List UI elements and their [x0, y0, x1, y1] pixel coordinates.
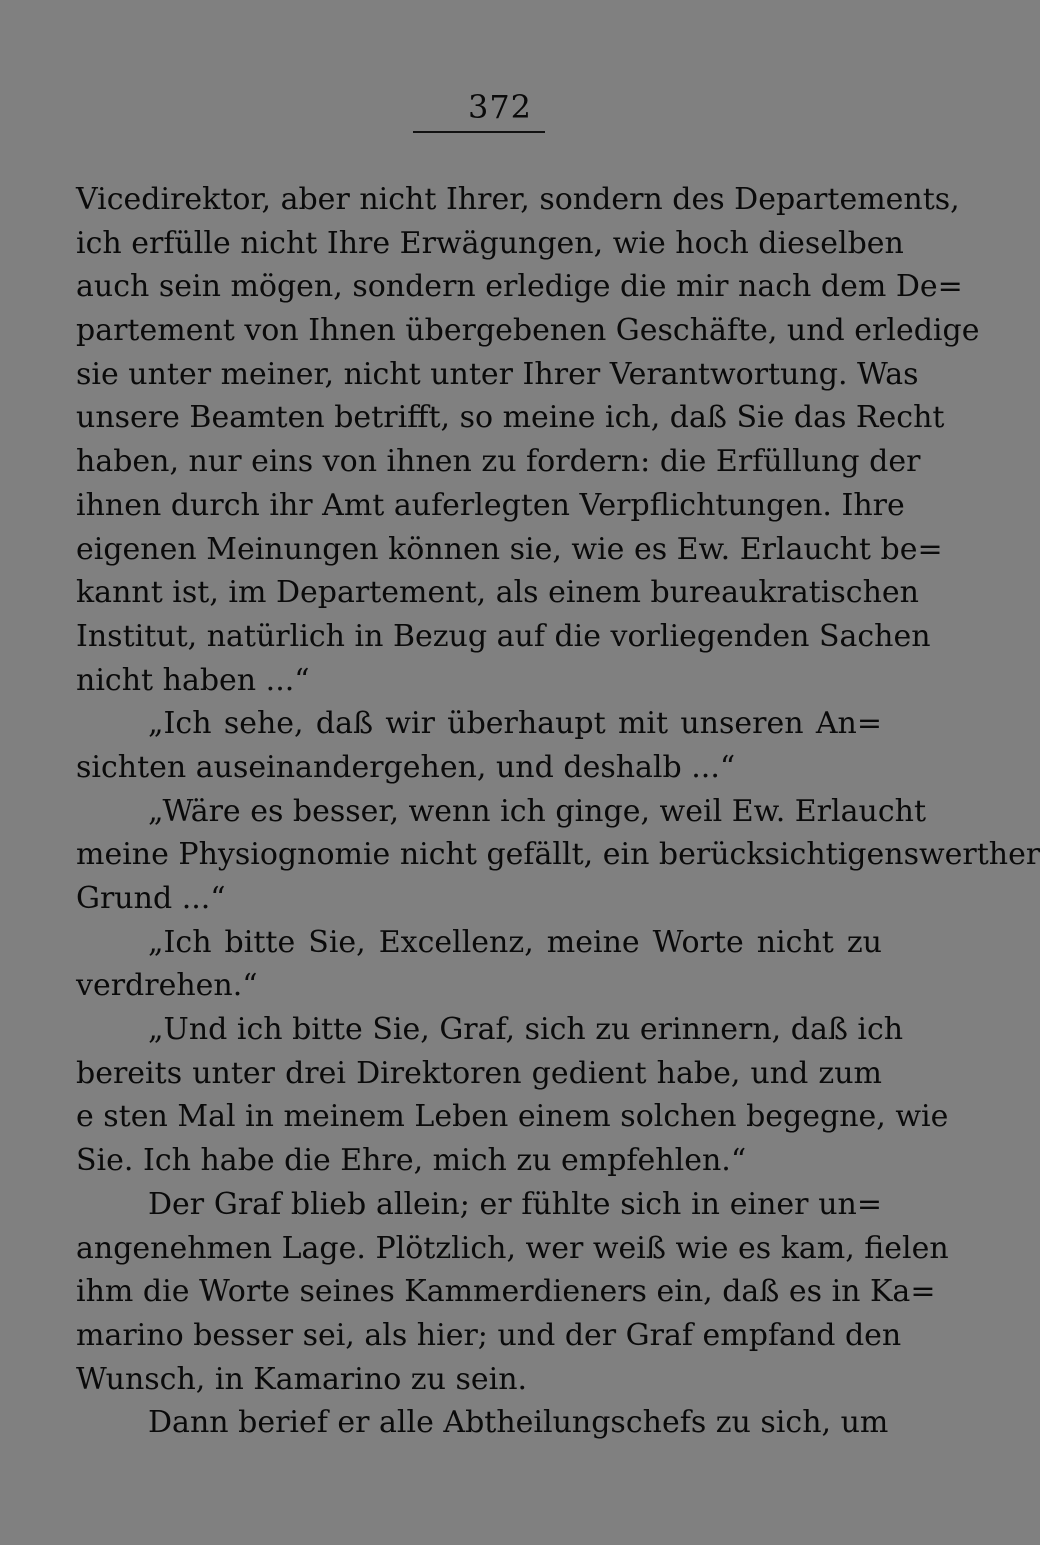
text-line: „Ich bitte Sie, Excellenz, meine Worte nicht zu — [148, 924, 882, 960]
text-line: Dann berief er alle Abtheilungschefs zu sich, um — [148, 1405, 889, 1441]
text-line: bereits unter drei Direktoren gedient habe, und zum — [76, 1055, 882, 1091]
text-line: Der Graf blieb allein; er fühlte sich in einer un= — [148, 1186, 882, 1222]
text-line: ihm die Worte seines Kammerdieners ein, daß es in Ka= — [76, 1274, 936, 1310]
text-line: marino besser sei, als hier; und der Graf empfand den — [76, 1317, 902, 1353]
body-text — [76, 178, 1040, 1445]
text-line: Grund ...“ — [76, 881, 226, 916]
text-line: sichten auseinandergehen, und deshalb ...“ — [76, 749, 736, 785]
text-line: partement von Ihnen übergebenen Geschäfte, und erledige — [76, 313, 980, 349]
text-line: eigenen Meinungen können sie, wie es Ew. Erlaucht be= — [76, 531, 943, 567]
text-line: ich erfülle nicht Ihre Erwägungen, wie hoch dieselben — [76, 225, 904, 261]
text-line: „Ich sehe, daß wir überhaupt mit unseren An= — [148, 706, 882, 742]
text-line: ihnen durch ihr Amt auferlegten Verpflichtungen. Ihre — [76, 487, 905, 523]
text-line: unsere Beamten betrifft, so meine ich, daß Sie das Recht — [76, 400, 945, 436]
text-line: e sten Mal in meinem Leben einem solchen begegne, wie — [76, 1099, 949, 1135]
text-line: angenehmen Lage. Plötzlich, wer weiß wie es kam, fielen — [76, 1230, 949, 1266]
text-line: verdrehen.“ — [76, 968, 258, 1004]
header-rule — [413, 131, 545, 133]
text-line: Vicedirektor, aber nicht Ihrer, sondern des Departements, — [76, 182, 960, 217]
text-line: kannt ist, im Departement, als einem bureaukratischen — [76, 575, 919, 611]
text-line: sie unter meiner, nicht unter Ihrer Verantwortung. Was — [76, 356, 919, 392]
text-line: auch sein mögen, sondern erledige die mir nach dem De= — [76, 269, 963, 305]
text-line: Wunsch, in Kamarino zu sein. — [76, 1361, 528, 1397]
text-line: „Wäre es besser, wenn ich ginge, weil Ew. Erlaucht — [148, 793, 927, 829]
text-line: Institut, natürlich in Bezug auf die vorliegenden Sachen — [76, 618, 931, 654]
text-line: nicht haben ...“ — [76, 662, 310, 698]
page-number: 372 — [467, 88, 533, 126]
text-line: Sie. Ich habe die Ehre, mich zu empfehlen.“ — [76, 1143, 747, 1179]
text-line: meine Physiognomie nicht gefällt, ein berücksichtigenswerther — [76, 837, 1040, 873]
text-line: „Und ich bitte Sie, Graf, sich zu erinnern, daß ich — [148, 1012, 904, 1048]
text-line: haben, nur eins von ihnen zu fordern: die Erfüllung der — [76, 444, 921, 480]
